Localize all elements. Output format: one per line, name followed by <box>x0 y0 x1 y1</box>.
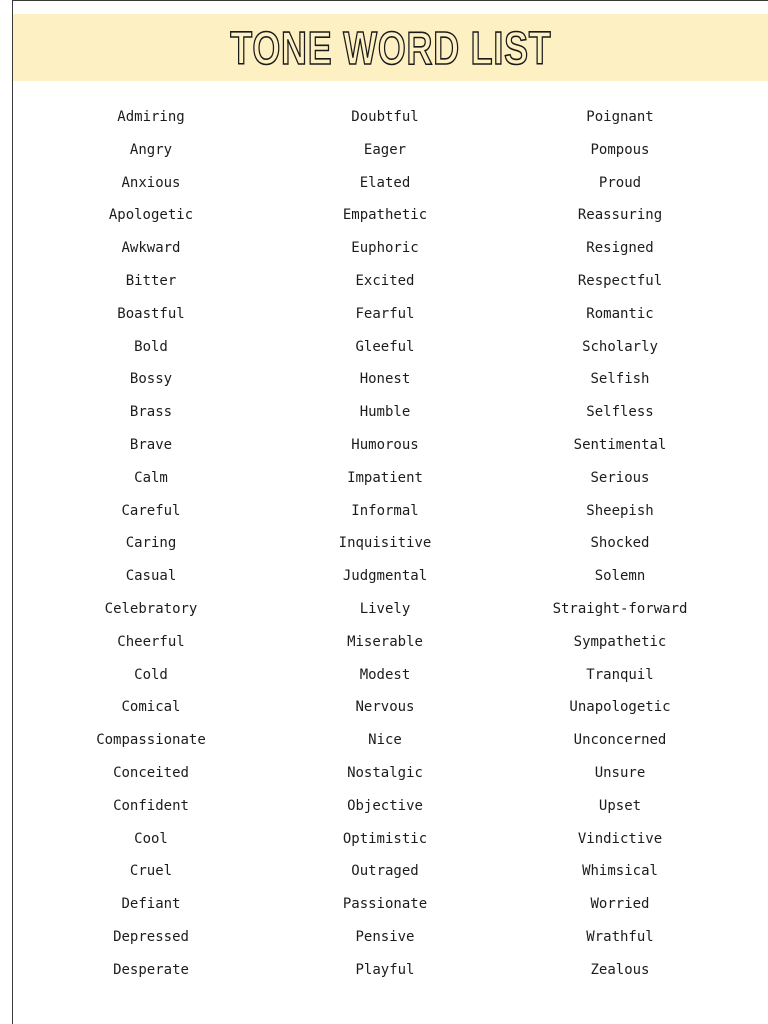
tone-word: Excited <box>355 272 415 289</box>
tone-word: Unsure <box>594 764 646 781</box>
tone-word: Admiring <box>117 109 185 125</box>
tone-word: Apologetic <box>108 207 194 224</box>
tone-word: Defiant <box>121 896 181 913</box>
tone-word: Pensive <box>355 928 415 945</box>
tone-word: Euphoric <box>351 240 419 257</box>
tone-word: Casual <box>125 568 177 585</box>
tone-word: Informal <box>351 502 419 519</box>
tone-word: Straight-forward <box>552 600 688 617</box>
tone-word: Comical <box>121 699 181 716</box>
tone-word: Confident <box>113 797 189 814</box>
tone-word: Depressed <box>113 928 189 945</box>
tone-word: Brass <box>129 404 173 421</box>
tone-word: Nice <box>368 732 402 749</box>
tone-word: Bold <box>134 338 168 355</box>
tone-word: Worried <box>590 896 650 913</box>
tone-word: Compassionate <box>96 732 206 749</box>
tone-word: Nervous <box>355 699 415 716</box>
tone-word: Respectful <box>577 272 663 289</box>
tone-word: Serious <box>590 469 650 486</box>
tone-word: Zealous <box>590 961 650 978</box>
tone-word: Miserable <box>347 633 423 650</box>
tone-word: Tranquil <box>586 666 654 683</box>
tone-word: Anxious <box>121 174 181 191</box>
tone-word: Upset <box>598 797 642 814</box>
tone-word: Unapologetic <box>569 699 671 716</box>
tone-word: Cold <box>134 666 168 683</box>
tone-word: Sympathetic <box>573 633 667 650</box>
tone-word: Gleeful <box>355 338 415 355</box>
page-frame <box>12 0 768 1024</box>
tone-word: Resigned <box>586 240 654 257</box>
tone-word: Fearful <box>355 305 415 322</box>
word-column-1 <box>31 101 271 987</box>
tone-word: Lively <box>359 600 411 617</box>
word-column-2 <box>265 101 505 987</box>
tone-word: Solemn <box>594 568 646 585</box>
tone-word: Vindictive <box>577 830 663 847</box>
tone-word: Inquisitive <box>338 535 432 552</box>
tone-word: Selfish <box>590 371 650 388</box>
tone-word: Playful <box>355 961 415 978</box>
tone-word: Caring <box>125 535 177 552</box>
tone-word: Pompous <box>590 141 650 158</box>
tone-word: Outraged <box>351 863 419 880</box>
tone-word: Selfless <box>586 404 654 421</box>
tone-word: Humorous <box>351 436 419 453</box>
tone-word: Boastful <box>117 305 185 322</box>
tone-word: Desperate <box>113 961 189 978</box>
tone-word: Cheerful <box>117 633 185 650</box>
tone-word: Brave <box>129 436 173 453</box>
tone-word: Optimistic <box>342 830 428 847</box>
tone-word: Awkward <box>121 240 181 257</box>
title-banner <box>13 14 768 81</box>
tone-word: Careful <box>121 502 181 519</box>
tone-word: Reassuring <box>577 207 663 224</box>
tone-word: Unconcerned <box>573 732 667 749</box>
tone-word: Objective <box>347 797 423 814</box>
tone-word: Bitter <box>125 272 177 289</box>
tone-word: Bossy <box>129 371 173 388</box>
tone-word: Passionate <box>342 896 428 913</box>
tone-word: Poignant <box>586 109 654 125</box>
tone-word: Humble <box>359 404 411 421</box>
word-column-3 <box>500 101 740 987</box>
tone-word: Cool <box>134 830 168 847</box>
tone-word: Celebratory <box>104 600 198 617</box>
tone-word: Empathetic <box>342 207 428 224</box>
tone-word: Scholarly <box>582 338 658 355</box>
tone-word: Wrathful <box>586 928 654 945</box>
tone-word: Romantic <box>586 305 654 322</box>
page-title: TONE WORD LIST <box>230 21 552 74</box>
tone-word: Elated <box>359 174 411 191</box>
tone-word: Calm <box>134 469 168 486</box>
tone-word: Judgmental <box>342 568 428 585</box>
tone-word: Proud <box>598 174 642 191</box>
tone-word: Angry <box>129 141 173 158</box>
tone-word: Doubtful <box>351 109 419 125</box>
tone-word: Sheepish <box>586 502 654 519</box>
tone-word: Modest <box>359 666 411 683</box>
tone-word: Shocked <box>590 535 650 552</box>
tone-word: Cruel <box>129 863 173 880</box>
tone-word: Whimsical <box>582 863 658 880</box>
tone-word: Sentimental <box>573 436 667 453</box>
tone-word: Conceited <box>113 764 189 781</box>
tone-word: Impatient <box>347 469 423 486</box>
tone-word: Eager <box>363 141 407 158</box>
tone-word: Honest <box>359 371 411 388</box>
tone-word: Nostalgic <box>347 764 423 781</box>
